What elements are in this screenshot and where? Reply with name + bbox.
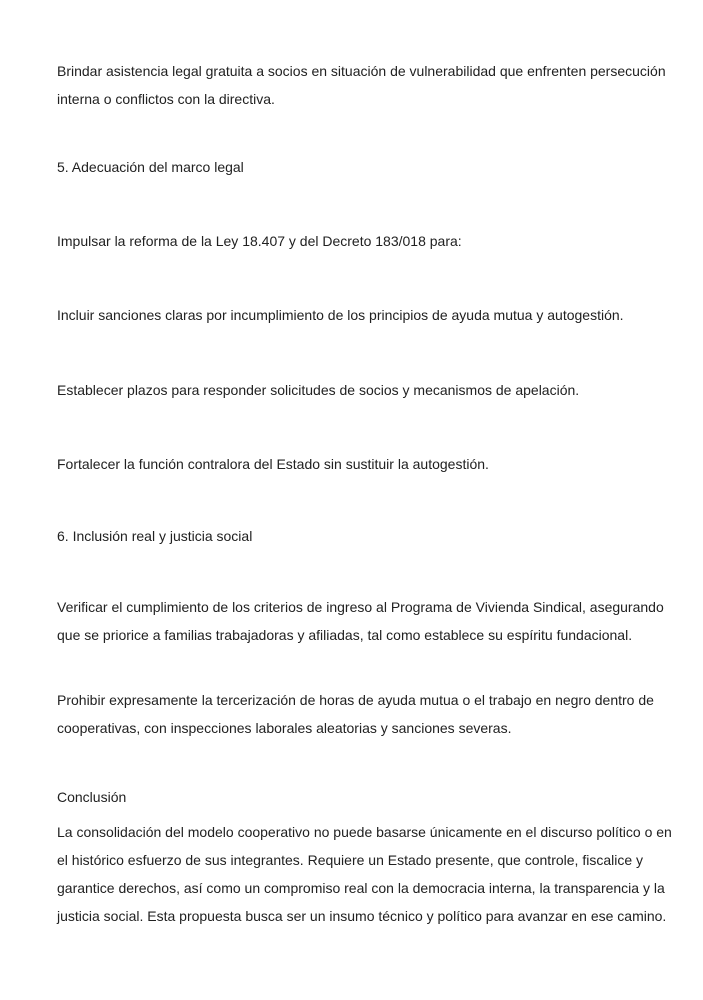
heading-conclusion: Conclusión — [57, 789, 127, 805]
paragraph-program-criteria: Verificar el cumplimiento de los criterios de ingreso al Programa de Vivienda Sindical, asegurando que se priorice a familias trabajadoras y afiliadas, tal como establece su espíritu fundacional. — [57, 599, 664, 643]
paragraph-sanctions: Incluir sanciones claras por incumplimiento de los principios de ayuda mutua y autogestión. — [57, 307, 624, 323]
heading-section-6: 6. Inclusión real y justicia social — [57, 528, 253, 544]
paragraph-deadlines: Establecer plazos para responder solicitudes de socios y mecanismos de apelación. — [57, 382, 580, 398]
paragraph-prohibition: Prohibir expresamente la tercerización de horas de ayuda mutua o el trabajo en negro dentro de cooperativas, con inspecciones laborales aleatorias y sanciones severas. — [57, 692, 654, 736]
paragraph-legal-assistance: Brindar asistencia legal gratuita a socios en situación de vulnerabilidad que enfrenten persecución interna o conflictos con la directiva. — [57, 63, 666, 107]
paragraph-conclusion-body: La consolidación del modelo cooperativo no puede basarse únicamente en el discurso político o en el histórico esfuerzo de sus integrantes. Requiere un Estado presente, que controle, fiscalice y garantice derechos, así como un compromiso real con la democracia interna, la transparencia y la justicia social. Esta propuesta busca ser un insumo técnico y político para avanzar en ese camino. — [57, 824, 672, 924]
heading-section-5: 5. Adecuación del marco legal — [57, 159, 244, 175]
paragraph-state-oversight: Fortalecer la función contralora del Estado sin sustituir la autogestión. — [57, 456, 489, 472]
paragraph-law-reform: Impulsar la reforma de la Ley 18.407 y del Decreto 183/018 para: — [57, 233, 462, 249]
